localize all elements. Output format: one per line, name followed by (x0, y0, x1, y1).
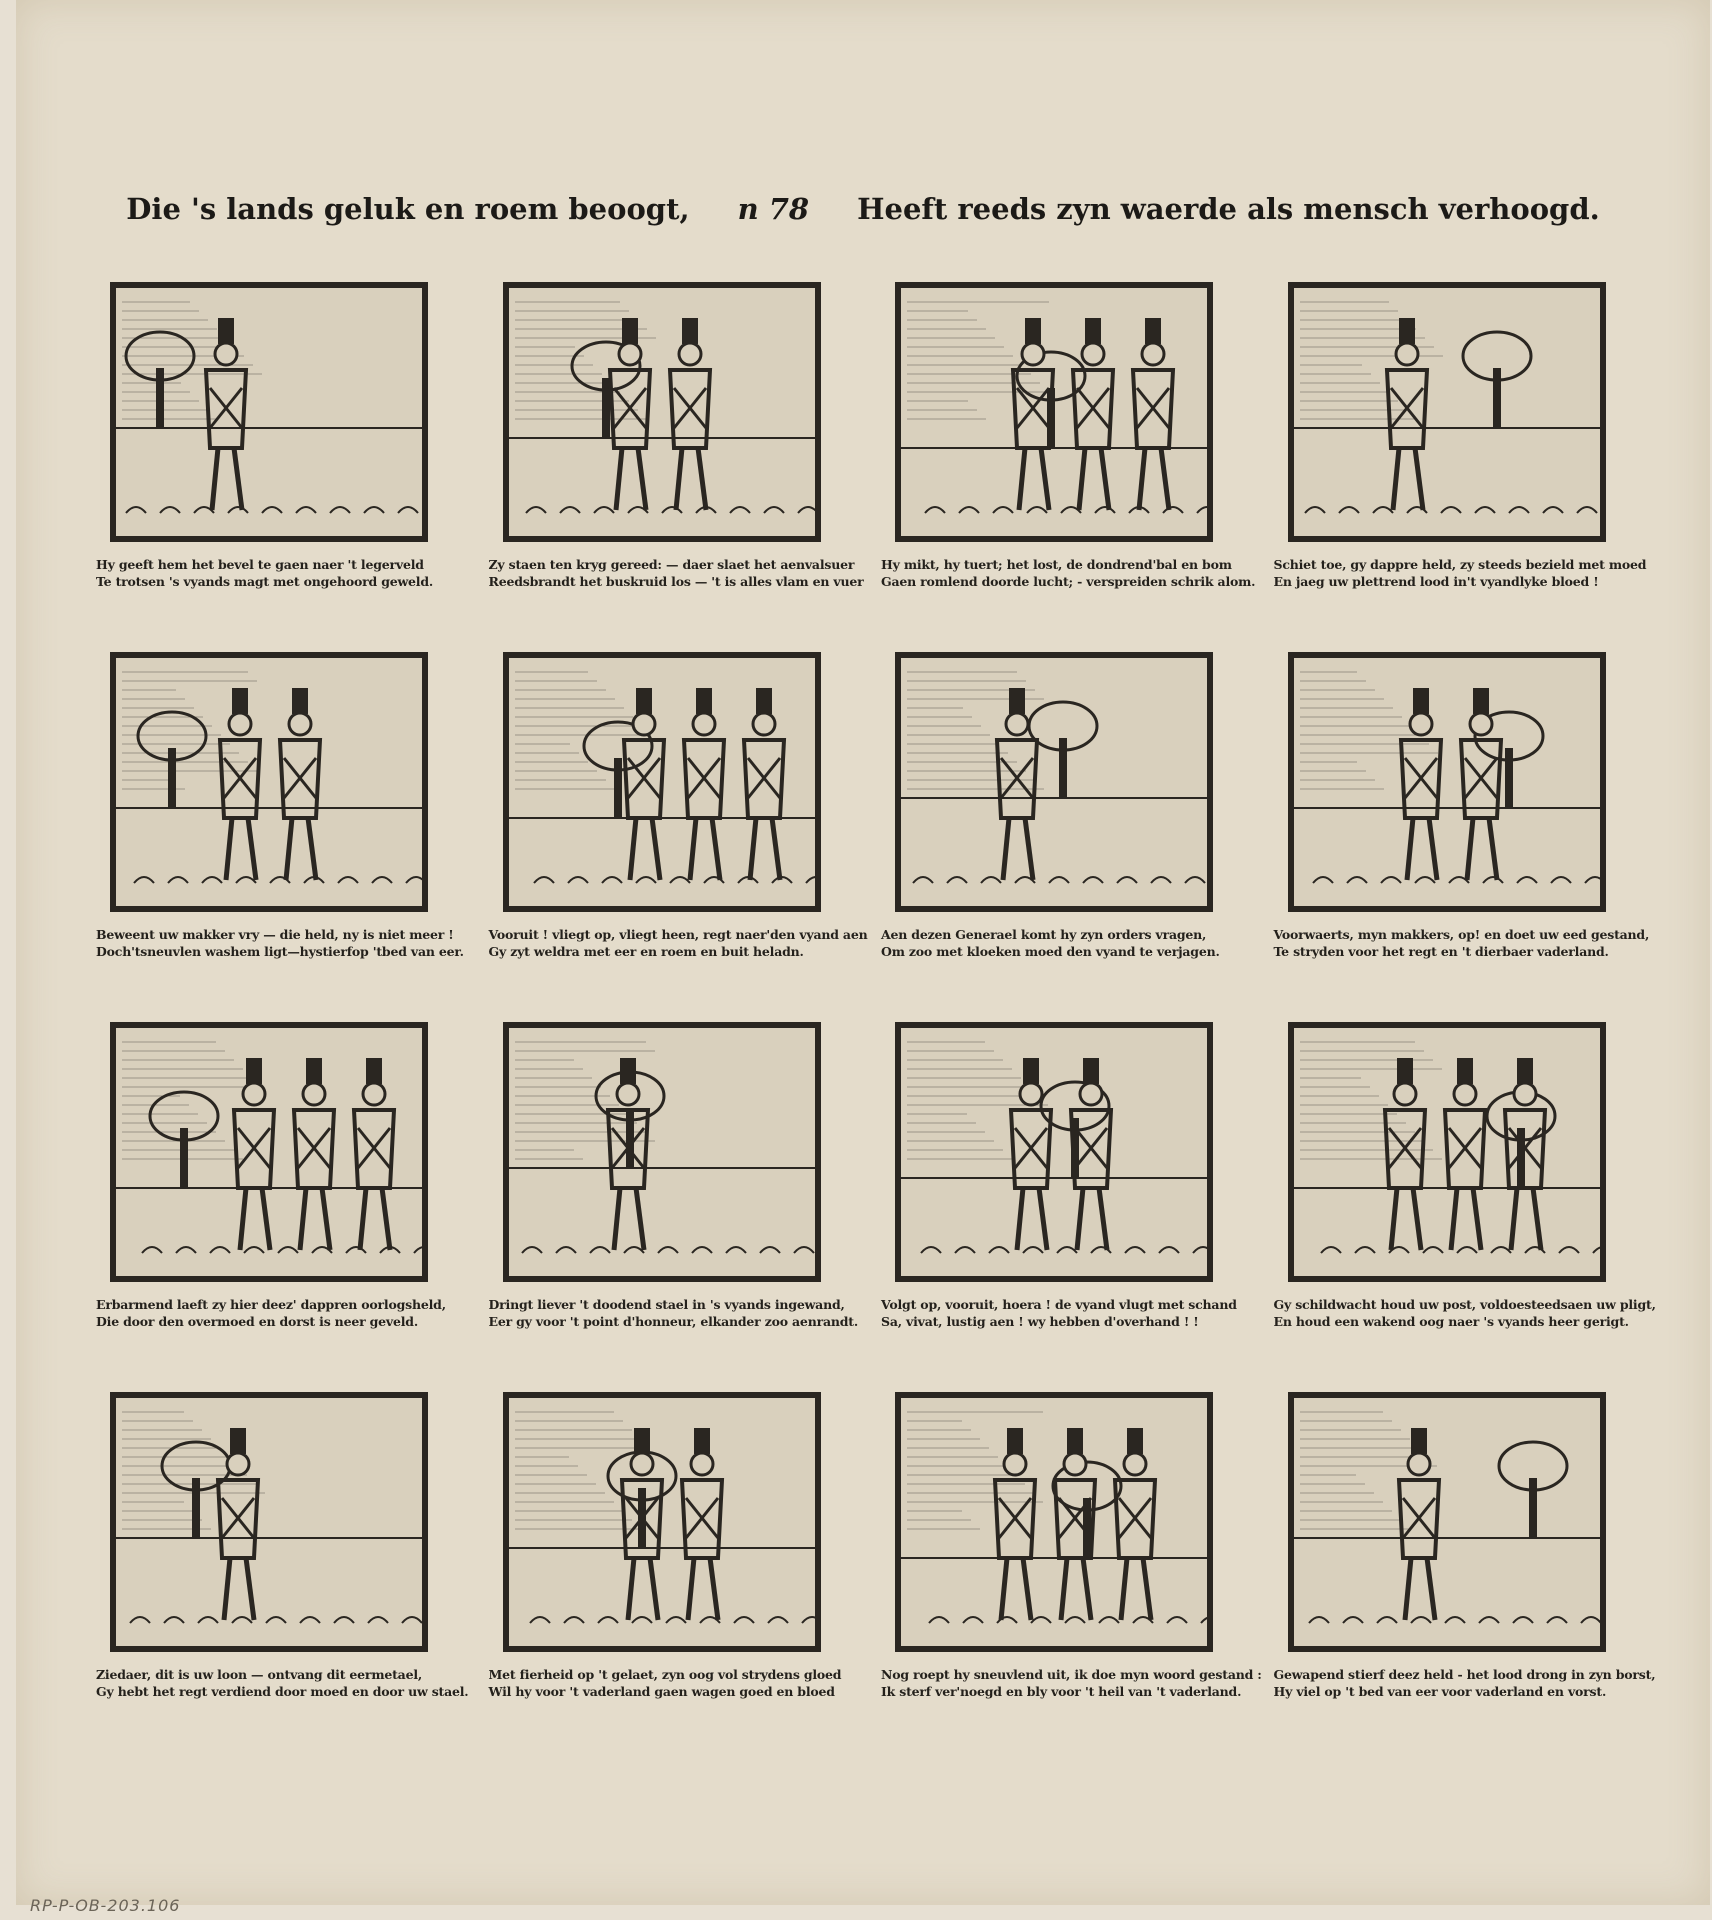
caption-line: Vooruit ! vliegt op, vliegt heen, regt naer'den vyand aen (488, 927, 868, 942)
caption-line: Ik sterf ver'noegd en bly voor 't heil van 't vaderland. (881, 1684, 1242, 1699)
caption-line: Die door den overmoed en dorst is neer geveld. (96, 1314, 418, 1329)
panel (471, 640, 868, 1010)
woodcut-illustration (110, 652, 428, 912)
caption-line: Schiet toe, gy dappre held, zy steeds bezield met moed (1273, 557, 1647, 572)
panel (863, 270, 1256, 640)
caption-line: Gy schildwacht houd uw post, voldoesteedsaen uw pligt, (1273, 1297, 1656, 1312)
archive-inventory-mark: RP-P-OB-203.106 (30, 1896, 181, 1915)
caption-line: Gaen romlend doorde lucht; - verspreiden schrik alom. (881, 574, 1256, 589)
woodcut-illustration (110, 1392, 428, 1652)
caption-line: Voorwaerts, myn makkers, op! en doet uw eed gestand, (1273, 927, 1650, 942)
woodcut-illustration (1288, 652, 1606, 912)
caption (1273, 556, 1647, 590)
panel (863, 640, 1256, 1010)
caption (96, 926, 466, 960)
woodcut-illustration (895, 652, 1213, 912)
panel (471, 1010, 864, 1380)
title-left: Die 's lands geluk en roem beoogt, (126, 192, 690, 226)
woodcut-illustration (895, 282, 1213, 542)
caption-line: Doch'tsneuvlen washem ligt—hystierfop 'tbed van eer. (96, 944, 464, 959)
woodcut-illustration (503, 652, 821, 912)
caption-line: Volgt op, vooruit, hoera ! de vyand vlugt met schand (881, 1297, 1237, 1312)
caption-line: Te trotsen 's vyands magt met ongehoord geweld. (96, 574, 434, 589)
panel (863, 1010, 1256, 1380)
print-sheet (16, 0, 1710, 1905)
caption-line: Aen dezen Generael komt hy zyn orders vragen, (881, 927, 1207, 942)
caption-line: Gewapend stierf deez held - het lood drong in zyn borst, (1273, 1667, 1656, 1682)
caption (488, 556, 864, 590)
caption-line: En jaeg uw plettrend lood in't vyandlyke bloed ! (1273, 574, 1599, 589)
caption-line: Te stryden voor het regt en 't dierbaer vaderland. (1273, 944, 1609, 959)
woodcut-illustration (1288, 1392, 1606, 1652)
caption (489, 1666, 859, 1700)
caption-line: Hy viel op 't bed van eer voor vaderland en vorst. (1273, 1684, 1607, 1699)
panel (1256, 640, 1649, 1010)
caption-line: Hy geeft hem het bevel te gaen naer 't legerveld (96, 557, 424, 572)
woodcut-illustration (1288, 282, 1606, 542)
woodcut-illustration (1288, 1022, 1606, 1282)
caption (488, 926, 868, 960)
woodcut-illustration (503, 1022, 821, 1282)
caption (881, 926, 1251, 960)
panel (1256, 270, 1649, 640)
caption-line: Gy zyt weldra met eer en roem en buit heladn. (488, 944, 804, 959)
caption-line: Zy staen ten kryg gereed: — daer slaet het aenvalsuer (488, 557, 855, 572)
caption-line: Beweent uw makker vry — die held, ny is niet meer ! (96, 927, 454, 942)
panel (78, 640, 471, 1010)
caption (1273, 1666, 1656, 1700)
panel (78, 1380, 471, 1750)
caption (881, 1296, 1251, 1330)
panel (863, 1380, 1262, 1750)
caption (489, 1296, 859, 1330)
title-right: Heeft reeds zyn waerde als mensch verhoogd. (857, 192, 1600, 226)
woodcut-illustration (895, 1392, 1213, 1652)
caption-line: Om zoo met kloeken moed den vyand te verjagen. (881, 944, 1220, 959)
caption-line: Reedsbrandt het buskruid los — 't is alles vlam en vuer (488, 574, 864, 589)
caption-line: Nog roept hy sneuvlend uit, ik doe myn woord gestand : (881, 1667, 1262, 1682)
caption (96, 1666, 469, 1700)
caption-line: Hy mikt, hy tuert; het lost, de dondrend'bal en bom (881, 557, 1232, 572)
woodcut-illustration (110, 282, 428, 542)
caption (96, 556, 466, 590)
page-title (16, 192, 1710, 226)
panel (78, 1010, 471, 1380)
caption-line: En houd een wakend oog naer 's vyands heer gerigt. (1273, 1314, 1629, 1329)
caption-line: Sa, vivat, lustig aen ! wy hebben d'overhand ! ! (881, 1314, 1199, 1329)
sheet-number: n 78 (737, 192, 810, 226)
woodcut-illustration (503, 282, 821, 542)
caption-line: Wil hy voor 't vaderland gaen wagen goed en bloed (488, 1684, 835, 1699)
caption-line: Dringt liever 't doodend stael in 's vyands ingewand, (488, 1297, 845, 1312)
caption-line: Gy hebt het regt verdiend door moed en door uw stael. (96, 1684, 469, 1699)
caption-line: Met fierheid op 't gelaet, zyn oog vol strydens gloed (488, 1667, 842, 1682)
caption (1273, 1296, 1656, 1330)
caption-line: Eer gy voor 't point d'honneur, elkander zoo aenrandt. (488, 1314, 859, 1329)
woodcut-illustration (895, 1022, 1213, 1282)
panel (471, 270, 864, 640)
caption-line: Erbarmend laeft zy hier deez' dappren oorlogsheld, (96, 1297, 446, 1312)
caption (881, 556, 1256, 590)
panel (1256, 1010, 1656, 1380)
woodcut-illustration (110, 1022, 428, 1282)
panel (471, 1380, 864, 1750)
caption (1273, 926, 1650, 960)
woodcut-illustration (503, 1392, 821, 1652)
panel-grid (78, 270, 1656, 1750)
panel (1256, 1380, 1656, 1750)
caption (881, 1666, 1262, 1700)
caption-line: Ziedaer, dit is uw loon — ontvang dit eermetael, (96, 1667, 423, 1682)
caption (96, 1296, 466, 1330)
panel (78, 270, 471, 640)
